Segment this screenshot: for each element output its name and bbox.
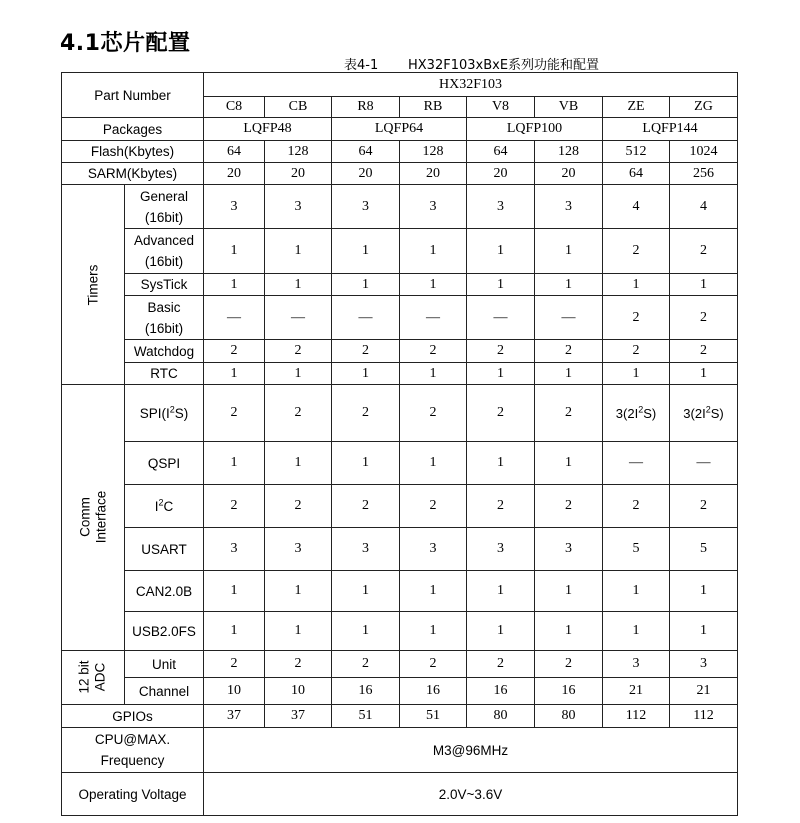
gpios-label: GPIOs [62,705,204,728]
gpios-cell: 51 [332,705,400,728]
part-variant-cell: VB [535,97,603,118]
basic-timer-cell: — [332,296,400,340]
flash-cell: 128 [265,141,332,163]
row-comm-usart [62,528,738,571]
sram-cell: 20 [204,163,265,185]
i2c-cell: 2 [265,485,332,528]
flash-cell: 1024 [670,141,738,163]
adc-unit-cell: 2 [535,651,603,678]
qspi-cell: 1 [535,442,603,485]
general-timer-cell: 4 [603,185,670,229]
general-timer-cell: 3 [467,185,535,229]
chip-config-table [61,72,738,816]
usart-cell: 5 [603,528,670,571]
watchdog-cell: 2 [467,340,535,363]
usart-label: USART [125,528,204,571]
row-comm-usb [62,612,738,651]
spi-cell: 2 [535,385,603,442]
flash-cell: 64 [467,141,535,163]
watchdog-label: Watchdog [125,340,204,363]
general-timer-cell: 3 [204,185,265,229]
family-name: HX32F103 [204,73,738,97]
watchdog-cell: 2 [670,340,738,363]
spi-value-superscript: 2 [638,404,644,415]
qspi-label: QSPI [125,442,204,485]
adc-group-label [62,651,125,705]
can-cell: 1 [400,571,467,612]
usart-cell: 3 [535,528,603,571]
watchdog-cell: 2 [400,340,467,363]
basic-timer-cell: — [265,296,332,340]
systick-label: SysTick [125,274,204,296]
can-cell: 1 [467,571,535,612]
caption-text: HX32F103xBxE系列功能和配置 [408,58,600,73]
rtc-cell: 1 [535,363,603,385]
row-packages [62,118,738,141]
qspi-cell: — [670,442,738,485]
adc-unit-cell: 3 [603,651,670,678]
i2c-label-superscript: 2 [158,497,164,507]
basic-timer-cell: 2 [603,296,670,340]
can-cell: 1 [265,571,332,612]
rtc-label: RTC [125,363,204,385]
package-cell: LQFP64 [332,118,467,141]
systick-cell: 1 [204,274,265,296]
row-timer-watchdog [62,340,738,363]
spi-cell: 2 [265,385,332,442]
sram-cell: 20 [400,163,467,185]
row-timer-advanced [62,229,738,274]
spi-value-text: 3(2I [683,405,706,421]
usart-cell: 3 [400,528,467,571]
i2c-cell: 2 [400,485,467,528]
row-timer-rtc [62,363,738,385]
row-comm-spi [62,385,738,442]
spi-value-superscript: 2 [705,404,711,415]
basic-timer-cell: 2 [670,296,738,340]
part-variant-cell: ZG [670,97,738,118]
flash-cell: 64 [204,141,265,163]
row-part-number [62,73,738,97]
i2c-cell: 2 [467,485,535,528]
flash-label: Flash(Kbytes) [62,141,204,163]
adc-unit-cell: 3 [670,651,738,678]
adc-channel-cell: 10 [204,678,265,705]
qspi-cell: 1 [467,442,535,485]
basic-timer-cell: — [535,296,603,340]
caption-number: 表4-1 [344,58,379,73]
row-flash [62,141,738,163]
spi-value-text-suffix: S) [643,405,657,421]
sram-cell: 20 [467,163,535,185]
timers-group-label [62,185,125,385]
i2c-cell: 2 [535,485,603,528]
part-variant-cell: CB [265,97,332,118]
usart-cell: 5 [670,528,738,571]
usb-cell: 1 [535,612,603,651]
systick-cell: 1 [400,274,467,296]
can-cell: 1 [670,571,738,612]
general-timer-cell: 3 [400,185,467,229]
advanced-timer-cell: 1 [332,229,400,274]
watchdog-cell: 2 [265,340,332,363]
gpios-cell: 80 [535,705,603,728]
package-cell: LQFP144 [603,118,738,141]
sram-label: SARM(Kbytes) [62,163,204,185]
systick-cell: 1 [332,274,400,296]
gpios-cell: 112 [603,705,670,728]
i2c-label-text: I [154,498,159,514]
spi-cell: 2 [467,385,535,442]
timers-label: Timers [85,264,100,305]
qspi-cell: — [603,442,670,485]
section-heading: 4.1芯片配置 [60,31,191,56]
advanced-timer-cell: 1 [467,229,535,274]
spi-label-text: SPI(I [139,405,170,421]
qspi-cell: 1 [400,442,467,485]
row-comm-i2c [62,485,738,528]
gpios-cell: 112 [670,705,738,728]
adc-channel-cell: 16 [332,678,400,705]
usb-cell: 1 [265,612,332,651]
row-voltage [62,773,738,816]
spi-value-text: 3(2I [615,405,639,421]
advanced-timer-label: Advanced (16bit) [125,229,204,274]
basic-timer-cell: — [400,296,467,340]
i2c-cell: 2 [670,485,738,528]
usart-cell: 3 [204,528,265,571]
usb-cell: 1 [603,612,670,651]
general-timer-cell: 3 [332,185,400,229]
advanced-timer-cell: 2 [670,229,738,274]
part-variant-cell: R8 [332,97,400,118]
usb-label: USB2.0FS [125,612,204,651]
advanced-timer-cell: 1 [400,229,467,274]
systick-cell: 1 [603,274,670,296]
sram-cell: 20 [535,163,603,185]
basic-timer-cell: — [467,296,535,340]
basic-timer-cell: — [204,296,265,340]
rtc-cell: 1 [265,363,332,385]
flash-cell: 64 [332,141,400,163]
spi-cell: 2 [204,385,265,442]
sram-cell: 20 [332,163,400,185]
cpu-value: M3@96MHz [204,728,738,773]
can-cell: 1 [535,571,603,612]
adc-unit-cell: 2 [400,651,467,678]
spi-cell: 2 [400,385,467,442]
voltage-label: Operating Voltage [62,773,204,816]
comm-group-label [62,385,125,651]
adc-unit-cell: 2 [467,651,535,678]
systick-cell: 1 [265,274,332,296]
row-adc-channel [62,678,738,705]
rtc-cell: 1 [603,363,670,385]
sram-cell: 20 [265,163,332,185]
row-cpu [62,728,738,773]
basic-timer-label: Basic (16bit) [125,296,204,340]
usart-cell: 3 [467,528,535,571]
adc-unit-cell: 2 [204,651,265,678]
part-number-label: Part Number [62,73,204,118]
general-timer-cell: 3 [535,185,603,229]
voltage-value: 2.0V~3.6V [204,773,738,816]
i2c-cell: 2 [332,485,400,528]
rtc-cell: 1 [467,363,535,385]
row-timer-basic [62,296,738,340]
gpios-cell: 80 [467,705,535,728]
adc-channel-label: Channel [125,678,204,705]
row-comm-can [62,571,738,612]
comm-interface-label: Comm Interface [77,490,108,544]
adc-channel-cell: 16 [535,678,603,705]
advanced-timer-cell: 1 [204,229,265,274]
rtc-cell: 1 [670,363,738,385]
sram-cell: 64 [603,163,670,185]
general-timer-cell: 4 [670,185,738,229]
spi-cell [603,385,670,442]
spi-value-text-suffix: S) [710,405,724,421]
gpios-cell: 37 [265,705,332,728]
advanced-timer-cell: 1 [265,229,332,274]
i2c-cell: 2 [204,485,265,528]
adc-channel-cell: 21 [603,678,670,705]
usb-cell: 1 [204,612,265,651]
watchdog-cell: 2 [204,340,265,363]
spi-cell: 2 [332,385,400,442]
i2c-label-text-suffix: C [163,498,174,514]
packages-label: Packages [62,118,204,141]
advanced-timer-cell: 2 [603,229,670,274]
adc-label: 12 bit ADC [77,660,108,694]
adc-unit-label: Unit [125,651,204,678]
can-label: CAN2.0B [125,571,204,612]
rtc-cell: 1 [400,363,467,385]
can-cell: 1 [204,571,265,612]
part-variant-cell: RB [400,97,467,118]
adc-channel-cell: 10 [265,678,332,705]
general-timer-label: General (16bit) [125,185,204,229]
rtc-cell: 1 [204,363,265,385]
usb-cell: 1 [400,612,467,651]
watchdog-cell: 2 [535,340,603,363]
row-adc-unit [62,651,738,678]
part-variant-cell: C8 [204,97,265,118]
flash-cell: 128 [400,141,467,163]
i2c-cell: 2 [603,485,670,528]
flash-cell: 128 [535,141,603,163]
row-timer-systick [62,274,738,296]
qspi-cell: 1 [204,442,265,485]
can-cell: 1 [332,571,400,612]
spi-label [125,385,204,442]
usb-cell: 1 [467,612,535,651]
can-cell: 1 [603,571,670,612]
spi-label-superscript: 2 [169,404,175,414]
adc-channel-cell: 21 [670,678,738,705]
row-gpios [62,705,738,728]
systick-cell: 1 [535,274,603,296]
adc-unit-cell: 2 [265,651,332,678]
part-variant-cell: V8 [467,97,535,118]
cpu-label: CPU@MAX. Frequency [62,728,204,773]
row-timer-general [62,185,738,229]
systick-cell: 1 [467,274,535,296]
package-cell: LQFP100 [467,118,603,141]
flash-cell: 512 [603,141,670,163]
systick-cell: 1 [670,274,738,296]
qspi-cell: 1 [265,442,332,485]
watchdog-cell: 2 [332,340,400,363]
spi-cell [670,385,738,442]
gpios-cell: 51 [400,705,467,728]
part-variant-cell: ZE [603,97,670,118]
row-comm-qspi [62,442,738,485]
row-sram [62,163,738,185]
advanced-timer-cell: 1 [535,229,603,274]
adc-channel-cell: 16 [400,678,467,705]
package-cell: LQFP48 [204,118,332,141]
sram-cell: 256 [670,163,738,185]
adc-channel-cell: 16 [467,678,535,705]
gpios-cell: 37 [204,705,265,728]
qspi-cell: 1 [332,442,400,485]
adc-unit-cell: 2 [332,651,400,678]
watchdog-cell: 2 [603,340,670,363]
rtc-cell: 1 [332,363,400,385]
general-timer-cell: 3 [265,185,332,229]
usb-cell: 1 [670,612,738,651]
usart-cell: 3 [332,528,400,571]
usb-cell: 1 [332,612,400,651]
i2c-label [125,485,204,528]
usart-cell: 3 [265,528,332,571]
spi-label-text-suffix: S) [174,405,189,421]
